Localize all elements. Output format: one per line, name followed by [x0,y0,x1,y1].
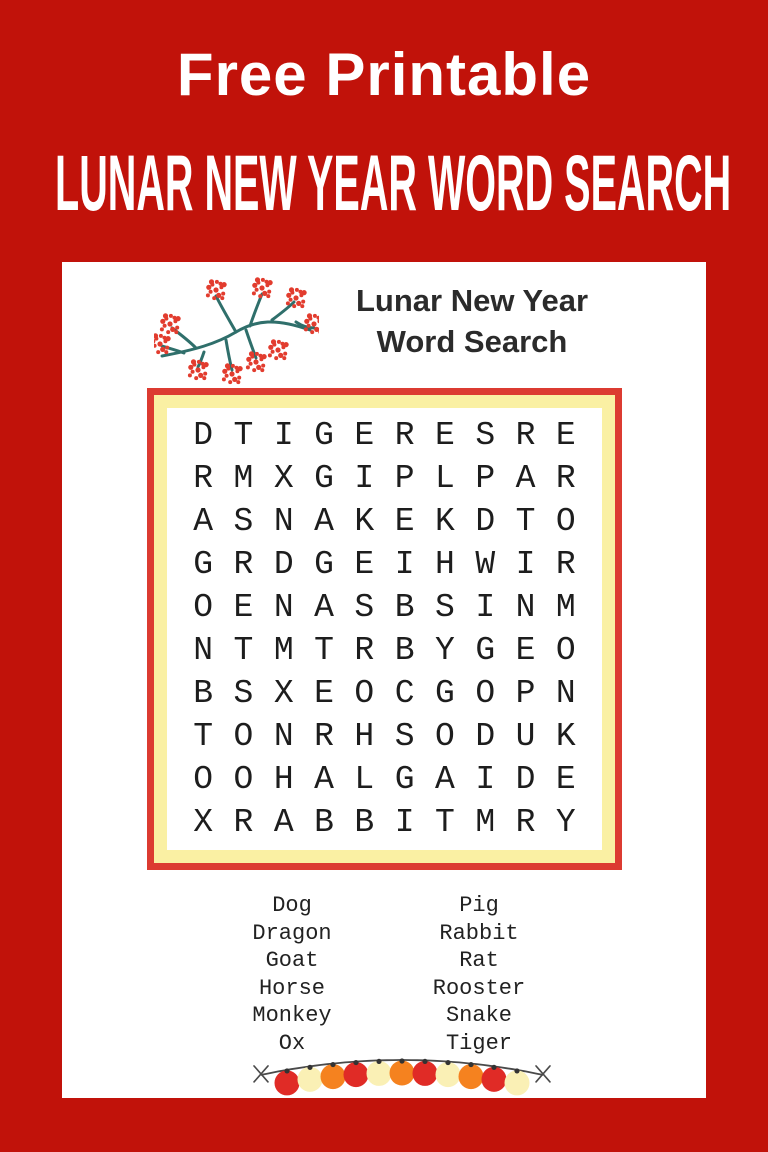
grid-cell: S [233,503,254,540]
grid-cell: H [435,546,455,583]
grid-cell: A [314,503,334,540]
grid-cell: O [193,761,214,798]
word-item: Rat [459,948,499,974]
grid-cell: E [354,546,375,583]
grid-cell: I [394,804,415,841]
grid-cell: O [233,761,254,798]
grid-cell: K [435,503,455,540]
garland-lantern [436,1062,461,1087]
grid-cell: R [193,460,214,497]
garland-lantern [505,1070,530,1095]
grid-cell: B [394,589,415,626]
garland-lantern [413,1061,438,1086]
grid-cell: I [475,761,496,798]
garland-lantern [459,1064,484,1089]
grid-cell: S [394,718,415,755]
grid-cell: H [354,718,375,755]
grid-cell: E [233,589,254,626]
grid-cell: Y [435,632,455,669]
grid-cell: O [233,718,254,755]
grid-cell: B [314,804,334,841]
grid-cell: W [475,546,496,583]
word-item: Monkey [252,1003,332,1029]
grid-cell: P [475,460,496,497]
grid-cell: N [555,675,576,712]
word-item: Horse [258,975,325,1001]
garland-lantern [275,1070,300,1095]
word-search-grid [167,408,602,850]
grid-cell: G [394,761,415,798]
grid-cell: O [555,503,576,540]
grid-cell: R [555,546,576,583]
grid-cell: H [273,761,294,798]
grid-cell: S [354,589,375,626]
grid-cell: G [435,675,455,712]
grid-cell: N [193,632,214,669]
grid-cell: K [354,503,375,540]
grid-cell: B [354,804,375,841]
grid-cell: N [515,589,536,626]
grid-cell: R [354,632,375,669]
grid-cell: S [233,675,254,712]
grid-cell: M [475,804,496,841]
puzzle-title-line2: Word Search [376,324,568,359]
grid-cell: A [273,804,294,841]
grid-cell: D [475,718,496,755]
word-item: Snake [445,1003,512,1029]
grid-cell: A [515,460,536,497]
grid-cell: A [435,761,455,798]
grid-cell: R [515,417,536,454]
garland-lantern [344,1062,369,1087]
word-item: Ox [278,1030,306,1056]
grid-cell: I [394,546,415,583]
grid-cell: C [394,675,415,712]
grid-cell: Y [555,804,576,841]
grid-cell: D [515,761,536,798]
grid-cell: M [273,632,294,669]
grid-cell: R [394,417,415,454]
garland-lantern [367,1061,392,1086]
grid-cell: X [273,675,294,712]
word-item: Rooster [432,975,526,1001]
grid-cell: E [555,417,576,454]
grid-cell: P [515,675,536,712]
word-item: Goat [265,948,319,974]
grid-cell: P [394,460,415,497]
word-item: Tiger [445,1030,512,1056]
grid-cell: B [193,675,214,712]
grid-cell: R [233,804,254,841]
grid-cell: O [475,675,496,712]
word-search-grid-frame [147,388,622,870]
garland-lantern [321,1064,346,1089]
grid-cell: E [394,503,415,540]
word-list-right [354,892,604,1058]
grid-cell: I [475,589,496,626]
grid-cell: T [233,632,254,669]
grid-cell: E [435,417,455,454]
grid-cell: X [273,460,294,497]
grid-cell: O [354,675,375,712]
header-subtitle: LUNAR NEW YEAR WORD SEARCH [55,137,732,228]
header-title: Free Printable [176,41,592,108]
grid-cell: O [193,589,214,626]
grid-cell: G [314,460,334,497]
grid-cell: O [435,718,455,755]
grid-cell: O [555,632,576,669]
grid-cell: G [193,546,214,583]
grid-cell: N [273,718,294,755]
grid-cell: R [555,460,576,497]
grid-cell: E [515,632,536,669]
grid-cell: N [273,589,294,626]
worksheet-card [62,262,706,1098]
garland-lantern [482,1067,507,1092]
grid-cell: G [314,417,334,454]
grid-cell: T [193,718,214,755]
grid-cell: S [475,417,496,454]
lantern-garland-icon [245,1046,559,1110]
grid-cell: G [314,546,334,583]
word-item: Dragon [252,920,332,946]
word-item: Rabbit [439,920,519,946]
grid-cell: I [515,546,536,583]
grid-cell: N [273,503,294,540]
grid-cell: E [555,761,576,798]
grid-cell: A [314,589,334,626]
grid-cell: E [314,675,334,712]
grid-cell: R [314,718,334,755]
grid-cell: I [354,460,375,497]
grid-cell: T [515,503,536,540]
grid-cell: D [193,417,214,454]
grid-cell: S [435,589,455,626]
header-subtitle-wrap [0,136,768,228]
grid-cell: R [515,804,536,841]
puzzle-title-line1: Lunar New Year [355,283,589,318]
grid-cell: R [233,546,254,583]
grid-cell: T [233,417,254,454]
word-item: Dog [272,893,312,918]
garland-lantern [390,1061,415,1086]
grid-cell: B [394,632,415,669]
grid-cell: M [555,589,576,626]
grid-cell: M [233,460,254,497]
puzzle-title [287,280,657,362]
grid-cell: K [555,718,576,755]
grid-cell: U [515,718,536,755]
grid-cell: A [314,761,334,798]
grid-cell: D [475,503,496,540]
grid-cell: E [354,417,375,454]
grid-cell: L [435,460,455,497]
grid-cell: L [354,761,375,798]
grid-cell: T [314,632,334,669]
garland-lantern [298,1067,323,1092]
word-item: Pig [459,893,499,918]
grid-cell: T [435,804,455,841]
grid-cell: G [475,632,496,669]
grid-cell: X [193,804,214,841]
grid-cell: D [273,546,294,583]
grid-cell: I [273,417,294,454]
grid-cell: A [193,503,214,540]
